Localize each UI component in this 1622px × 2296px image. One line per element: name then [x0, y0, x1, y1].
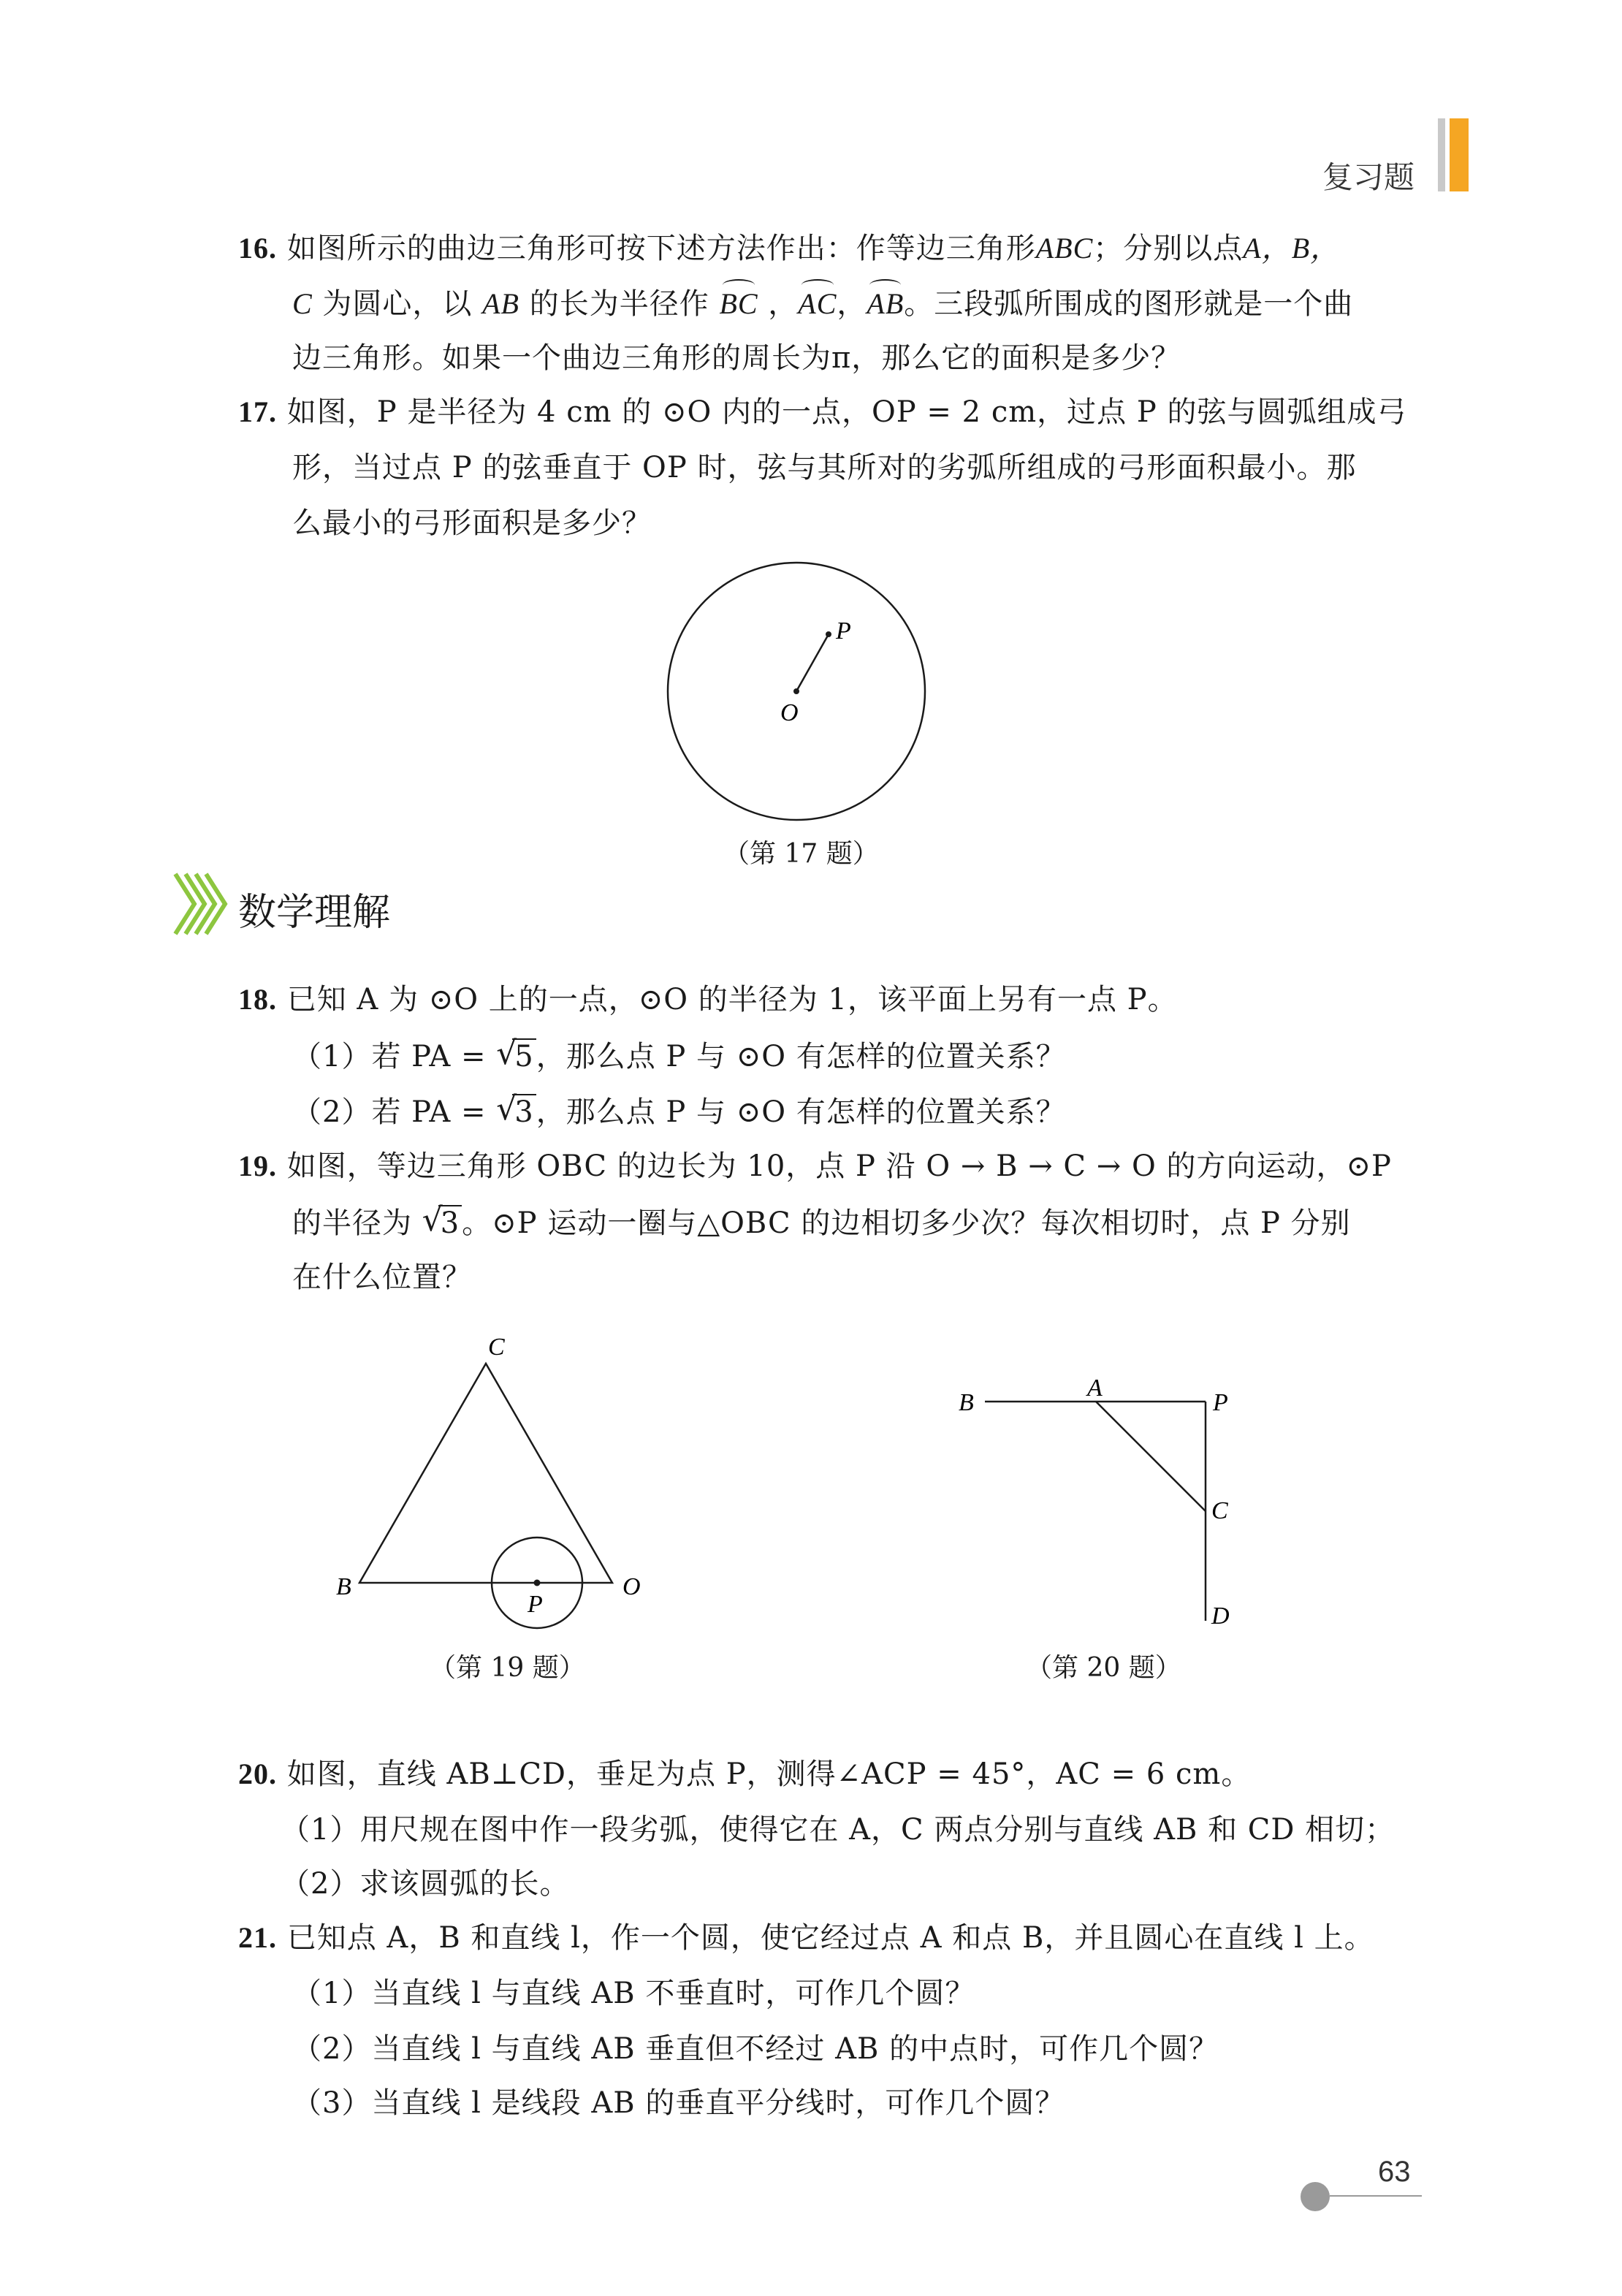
q16-line3: 边三角形。如果一个曲边三角形的周长为π，那么它的面积是多少？	[292, 341, 1181, 375]
q16-point-c: C	[292, 287, 313, 320]
q16-arc-ab: AB	[867, 284, 904, 324]
fig19-label-c: C	[488, 1334, 505, 1361]
section-chevrons-icon	[172, 871, 231, 937]
q20-sub2: （2）求该圆弧的长。	[281, 1867, 570, 1901]
sqrt-3: √ 3	[496, 1092, 536, 1133]
q16-text-b: ；分别以点	[1093, 232, 1244, 265]
fig20-caption: （第 20 题）	[1026, 1653, 1181, 1683]
fig19-point-p	[534, 1580, 541, 1586]
fig20-label-b: B	[959, 1389, 974, 1416]
page-number: 63	[1378, 2156, 1411, 2188]
q16-text-c: 为圆心，以	[322, 287, 473, 321]
fig19-caption: （第 19 题）	[430, 1653, 585, 1683]
sqrt-5-radicand: 5	[512, 1038, 536, 1073]
q16-line1	[238, 228, 1340, 269]
q20-number: 20.	[238, 1757, 277, 1790]
figure-17	[658, 552, 935, 830]
q21-text-1: 已知点 A，B 和直线 l，作一个圆，使它经过点 A 和点 B，并且圆心在直线 l 上。	[286, 1921, 1374, 1955]
q18-sub2-b: ，那么点 P 与 ⊙O 有怎样的位置关系？	[536, 1095, 1066, 1129]
q19-line3: 在什么位置？	[292, 1261, 472, 1294]
header-bar-gray	[1438, 118, 1445, 191]
q16-points: A，B，	[1243, 232, 1341, 265]
q19-line1	[238, 1146, 1392, 1187]
sqrt-3-radicand: 3	[512, 1094, 536, 1129]
figure-19	[336, 1330, 672, 1637]
fig17-point-p	[826, 631, 831, 637]
q16-text-a: 如图所示的曲边三角形可按下述方法作出：作等边三角形	[286, 232, 1036, 265]
q21-sub3: （3）当直线 l 是线段 AB 的垂直平分线时，可作几个圆？	[292, 2086, 1065, 2120]
q19-line2	[292, 1203, 1351, 1244]
q17-line2: 形，当过点 P 的弦垂直于 OP 时，弦与其所对的劣弧所组成的弓形面积最小。那	[292, 451, 1357, 484]
q16-text-e: 。三段弧所围成的图形就是一个曲	[904, 287, 1354, 321]
fig17-point-o	[793, 688, 799, 694]
header-bar-orange	[1450, 118, 1469, 191]
fig19-label-p: P	[528, 1591, 543, 1618]
q16-triangle: ABC	[1035, 232, 1094, 265]
fig20-label-p: P	[1213, 1389, 1228, 1416]
q19-number: 19.	[238, 1149, 277, 1182]
q19-text-2a: 的半径为	[292, 1206, 422, 1240]
fig19-label-b: B	[336, 1573, 351, 1600]
fig17-label-o: O	[780, 699, 799, 726]
figure-20	[957, 1374, 1264, 1637]
fig17-segment-op	[796, 634, 829, 691]
q19-text-2b: 。⊙P 运动一圈与△OBC 的边相切多少次？每次相切时，点 P 分别	[462, 1206, 1351, 1240]
fig20-label-d: D	[1211, 1603, 1230, 1630]
fig19-triangle-obc	[359, 1364, 612, 1583]
q21-number: 21.	[238, 1921, 277, 1954]
q18-sub1-a: （1）若 PA =	[292, 1040, 497, 1073]
q19-text-1: 如图，等边三角形 OBC 的边长为 10，点 P 沿 O → B → C → O 的方向运动，⊙P	[286, 1149, 1392, 1183]
fig20-label-c: C	[1211, 1497, 1228, 1524]
q20-text-1: 如图，直线 AB⊥CD，垂足为点 P，测得∠ACP = 45°，AC = 6 cm。	[286, 1757, 1252, 1791]
page-number-rule	[1330, 2195, 1422, 2197]
q17-line3: 么最小的弓形面积是多少？	[292, 506, 652, 540]
q16-text-d: 的长为半径作	[529, 287, 709, 321]
fig19-label-o: O	[622, 1573, 641, 1600]
fig17-caption: （第 17 题）	[723, 839, 879, 869]
q16-segment-ab: AB	[482, 287, 519, 320]
q17-line1	[238, 392, 1407, 433]
sqrt-3-b-radicand: 3	[438, 1205, 462, 1240]
q18-text-1: 已知 A 为 ⊙O 上的一点，⊙O 的半径为 1，该平面上另有一点 P。	[286, 983, 1178, 1016]
q20-sub1: （1）用尺规在图中作一段劣弧，使得它在 A，C 两点分别与直线 AB 和 CD 相切；	[281, 1813, 1396, 1847]
q16-line2: C 为圆心，以 AB 的长为半径作 BC ，AC，AB。三段弧所围成的图形就是一个曲	[292, 284, 1353, 324]
page-number-dot	[1301, 2182, 1330, 2211]
q18-line1	[238, 979, 1178, 1020]
q20-line1	[238, 1754, 1251, 1795]
fig20-label-a: A	[1087, 1375, 1103, 1402]
q18-number: 18.	[238, 983, 277, 1016]
fig20-segment-ac	[1096, 1402, 1206, 1511]
section-title: 数学理解	[238, 891, 391, 935]
q21-sub1: （1）当直线 l 与直线 AB 不垂直时，可作几个圆？	[292, 1977, 975, 2010]
header-title: 复习题	[1322, 159, 1415, 195]
q18-sub2-a: （2）若 PA =	[292, 1095, 497, 1129]
q17-text-1: 如图，P 是半径为 4 cm 的 ⊙O 内的一点，OP = 2 cm，过点 P 的弦与圆弧组成弓	[286, 395, 1407, 429]
q16-arc-bc: BC	[719, 284, 758, 324]
sqrt-3-b: √ 3	[422, 1203, 462, 1244]
q18-sub2	[292, 1092, 1066, 1133]
q18-sub1	[292, 1036, 1066, 1077]
q21-sub2: （2）当直线 l 与直线 AB 垂直但不经过 AB 的中点时，可作几个圆？	[292, 2032, 1219, 2066]
q16-arc-ac: AC	[798, 284, 837, 324]
fig17-label-p: P	[836, 617, 851, 645]
q16-number: 16.	[238, 232, 277, 265]
q18-sub1-b: ，那么点 P 与 ⊙O 有怎样的位置关系？	[536, 1040, 1066, 1073]
sqrt-5: √ 5	[496, 1036, 536, 1077]
q21-line1	[238, 1917, 1374, 1958]
q17-number: 17.	[238, 395, 277, 428]
